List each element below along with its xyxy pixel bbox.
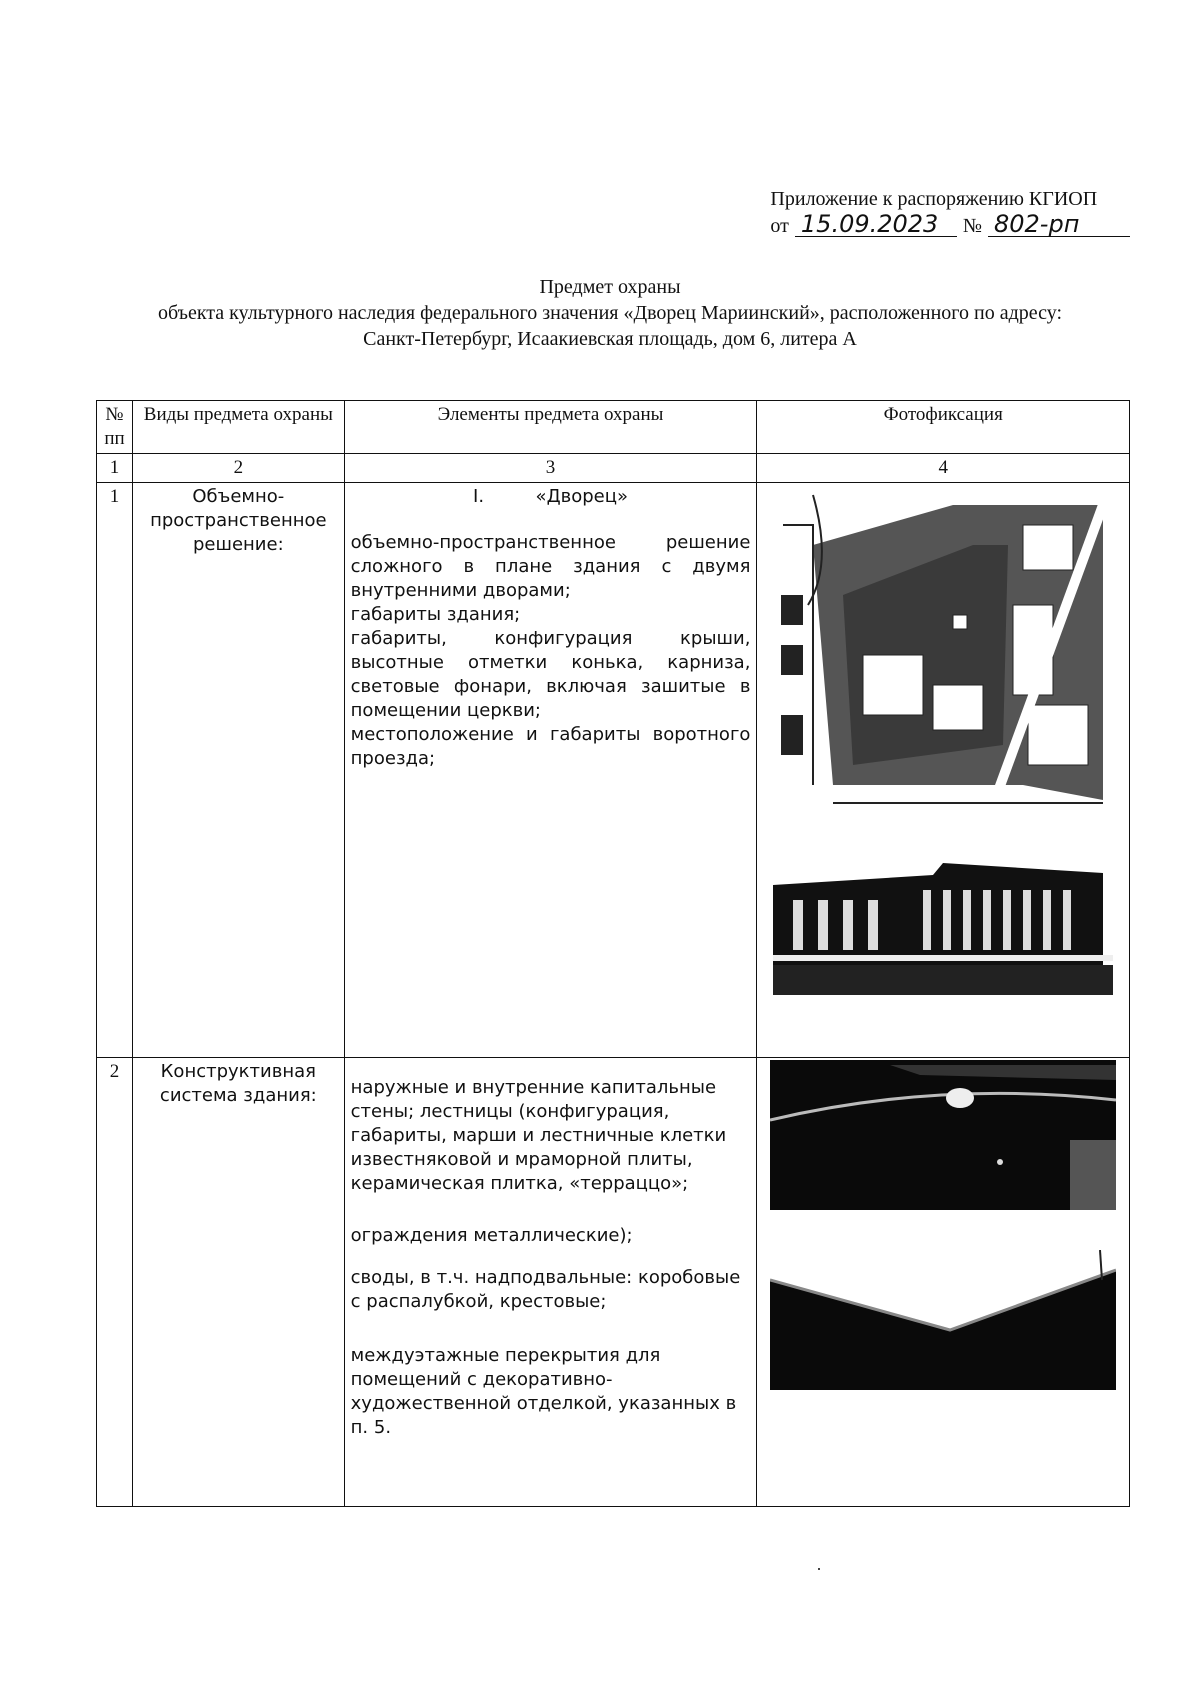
title-line-2: объекта культурного наследия федерального значения «Дворец Мариинский», расположенного по адресу: xyxy=(157,302,1063,324)
vaults-photo xyxy=(770,1250,1116,1390)
element-item: междуэтажные перекрытия для помещений с декоративно-художественной отделкой, указанных в п. 5. xyxy=(350,1345,737,1438)
title-line-1: Предмет охраны xyxy=(539,276,681,298)
appendix-title: Приложение к распоряжению КГИОП xyxy=(770,188,1098,210)
element-item: ограждения металлические); xyxy=(350,1225,633,1246)
table-header-row xyxy=(97,401,1130,454)
colnum-1: 1 xyxy=(97,454,133,483)
section-heading: I. «Дворец» xyxy=(473,486,629,507)
title-line-3: Санкт-Петербург, Исаакиевская площадь, дом 6, литера А xyxy=(363,328,857,350)
handwritten-date: 15.09.2023 xyxy=(795,212,957,237)
colnum-4: 4 xyxy=(757,454,1130,483)
stray-mark xyxy=(818,1568,820,1570)
site-plan-photo xyxy=(773,485,1113,805)
row-number: 1 xyxy=(97,483,133,1058)
header-photo: Фотофиксация xyxy=(757,401,1130,454)
element-item: габариты, конфигурация крыши, высотные отметки конька, карниза, световые фонари, включая зашитые в помещении церкви; xyxy=(350,628,751,721)
header-elements: Элементы предмета охраны xyxy=(344,401,757,454)
element-item: местоположение и габариты воротного проезда; xyxy=(350,724,751,769)
table-row xyxy=(97,1058,1130,1507)
header-kind: Виды предмета охраны xyxy=(132,401,344,454)
protection-subject-table xyxy=(96,400,1130,1507)
number-label: № xyxy=(962,215,982,237)
element-item: наружные и внутренние капитальные стены; лестницы (конфигурация, габариты, марши и лестничные клетки известняковой и мраморной плиты, керамическая плитка, «терраццо»; xyxy=(350,1077,727,1194)
row-kind: Объемно-пространственное решение: xyxy=(132,483,344,1058)
row-photos xyxy=(757,483,1130,1058)
element-item: габариты здания; xyxy=(350,604,521,625)
handwritten-number: 802-рп xyxy=(988,212,1130,237)
colnum-3: 3 xyxy=(344,454,757,483)
row-elements xyxy=(344,1058,757,1507)
row-elements xyxy=(344,483,757,1058)
row-number: 2 xyxy=(97,1058,133,1507)
document-title xyxy=(90,274,1130,352)
element-item: объемно-пространственное решение сложного в плане здания с двумя внутренними дворами; xyxy=(350,532,751,601)
from-label: от xyxy=(770,215,789,237)
table-row xyxy=(97,483,1130,1058)
row-kind: Конструктивная система здания: xyxy=(132,1058,344,1507)
palace-facade-photo xyxy=(773,845,1113,995)
column-number-row xyxy=(97,454,1130,483)
appendix-date-number-line xyxy=(770,212,1130,239)
staircase-photo xyxy=(770,1060,1116,1210)
appendix-reference xyxy=(770,186,1130,239)
header-num: № пп xyxy=(97,401,133,454)
element-item: своды, в т.ч. надподвальные: коробовые с распалубкой, крестовые; xyxy=(350,1267,741,1312)
row-photos xyxy=(757,1058,1130,1507)
colnum-2: 2 xyxy=(132,454,344,483)
